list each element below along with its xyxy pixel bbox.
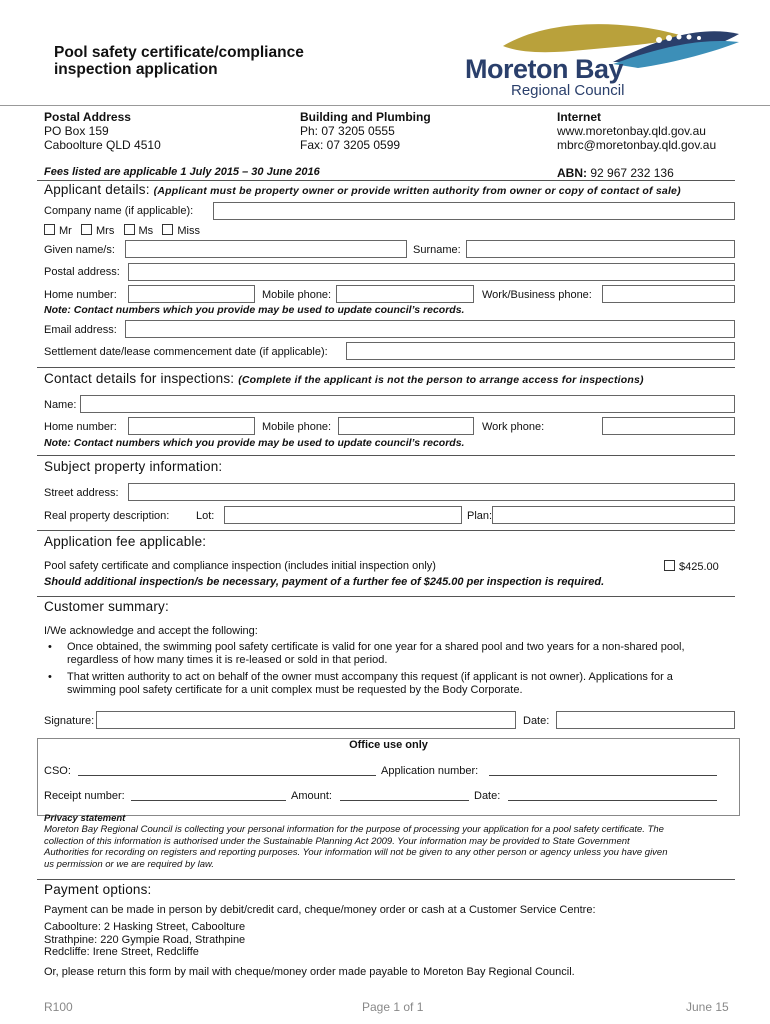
service-centre-redcliffe: Redcliffe: Irene Street, Redcliffe [44, 946, 199, 958]
section-divider [37, 455, 735, 456]
signature-date-input[interactable] [556, 711, 735, 729]
signature-date-label: Date: [523, 715, 550, 727]
payment-section-heading: Payment options: [44, 882, 152, 897]
privacy-statement: Moreton Bay Regional Council is collecting your personal information for the purpose of processing your application for a pool safety certificate. The collection of this information is authorised under the Sustainable Planning Act 2009. Your information may be provided to State Government Authorities for recording on registers and reporting purposes. Your information will not be given to any other person or agency unless you have given us permission or we are required by law. [44, 824, 668, 870]
given-name-input[interactable] [125, 240, 407, 258]
summary-bullet-1: Once obtained, the swimming pool safety certificate is valid for one year for a shared pool and two years for a non-shared pool, regardless of how many times it is re-leased or sold in that period. [67, 641, 685, 666]
website-link[interactable]: www.moretonbay.qld.gov.au [557, 124, 706, 138]
email-label: Email address: [44, 324, 117, 336]
company-name-input[interactable] [213, 202, 735, 220]
header-divider [0, 105, 770, 106]
inspection-work-input[interactable] [602, 417, 735, 435]
inspection-mobile-input[interactable] [338, 417, 474, 435]
lot-label: Lot: [196, 510, 215, 522]
title-ms-checkbox[interactable]: Ms [124, 225, 154, 237]
mobile-phone-label: Mobile phone: [262, 289, 332, 301]
form-code: R100 [44, 1000, 73, 1014]
amount-field[interactable] [340, 789, 469, 801]
building-plumbing-block: Building and Plumbing Ph: 07 3205 0555 Fax: 07 3205 0599 [300, 110, 431, 152]
form-title: Pool safety certificate/compliance inspection application [54, 44, 304, 78]
page-number: Page 1 of 1 [362, 1000, 424, 1014]
inspection-contact-note: Note: Contact numbers which you provide may be used to update council’s records. [44, 437, 465, 449]
settlement-date-input[interactable] [346, 342, 735, 360]
logo-wordmark: Moreton Bay [465, 54, 624, 84]
postal-address-label: Postal address: [44, 266, 120, 278]
payment-mail-note: Or, please return this form by mail with cheque/money order made payable to Moreton Bay Regional Council. [44, 966, 575, 978]
section-divider [37, 367, 735, 368]
inspection-section-heading: Contact details for inspections: (Complete if the applicant is not the person to arrange access for inspections) [44, 371, 644, 386]
signature-input[interactable] [96, 711, 516, 729]
email-link[interactable]: mbrc@moretonbay.qld.gov.au [557, 138, 717, 152]
privacy-heading: Privacy statement [44, 813, 126, 824]
application-number-label: Application number: [381, 765, 479, 777]
receipt-number-label: Receipt number: [44, 790, 125, 802]
abn: ABN: 92 967 232 136 [557, 166, 674, 180]
section-divider [37, 879, 735, 880]
plan-label: Plan: [467, 510, 493, 522]
work-phone-label: Work/Business phone: [482, 289, 592, 301]
receipt-number-field[interactable] [131, 789, 286, 801]
inspection-mobile-label: Mobile phone: [262, 421, 332, 433]
fees-note: Fees listed are applicable 1 July 2015 – 30 June 2016 [44, 166, 320, 178]
application-number-field[interactable] [489, 764, 717, 776]
home-number-input[interactable] [128, 285, 255, 303]
bullet-icon: • [48, 641, 52, 653]
fee-checkbox[interactable]: $425.00 [664, 560, 719, 573]
summary-bullet-2: That written authority to act on behalf of the owner must accompany this request (if applicant is not owner). Applications for a swimming pool safety certificate for a unit complex must be requested by the Body Corporate. [67, 671, 673, 696]
email-input[interactable] [125, 320, 735, 338]
title-mr-checkbox[interactable]: Mr [44, 225, 72, 237]
title-options [44, 224, 200, 237]
section-divider [37, 596, 735, 597]
additional-fee-note: Should additional inspection/s be necessary, payment of a further fee of $245.00 per inspection is required. [44, 576, 605, 588]
title-mrs-checkbox[interactable]: Mrs [81, 225, 114, 237]
moreton-bay-logo [463, 16, 743, 102]
summary-section-heading: Customer summary: [44, 599, 169, 614]
work-phone-input[interactable] [602, 285, 735, 303]
office-date-label: Date: [474, 790, 501, 802]
fee-item: Pool safety certificate and compliance inspection (includes initial inspection only) [44, 560, 436, 572]
postal-address-block: Postal Address PO Box 159 Caboolture QLD 4510 [44, 110, 161, 152]
home-number-label: Home number: [44, 289, 117, 301]
cso-field[interactable] [78, 764, 376, 776]
section-divider [37, 530, 735, 531]
postal-address-input[interactable] [128, 263, 735, 281]
section-divider [37, 180, 735, 181]
plan-input[interactable] [492, 506, 735, 524]
surname-input[interactable] [466, 240, 735, 258]
mobile-phone-input[interactable] [336, 285, 474, 303]
logo-subtitle: Regional Council [511, 82, 625, 99]
form-date: June 15 [686, 1000, 729, 1014]
company-name-label: Company name (if applicable): [44, 205, 194, 217]
service-centre-caboolture: Caboolture: 2 Hasking Street, Caboolture [44, 921, 246, 933]
payment-intro: Payment can be made in person by debit/credit card, cheque/money order or cash at a Customer Service Centre: [44, 904, 596, 916]
inspection-home-label: Home number: [44, 421, 117, 433]
office-use-heading: Office use only [349, 739, 428, 751]
inspection-name-input[interactable] [80, 395, 735, 413]
applicant-section-heading: Applicant details: (Applicant must be property owner or provide written authority from owner or copy of contact of sale) [44, 182, 681, 197]
signature-label: Signature: [44, 715, 95, 727]
inspection-work-label: Work phone: [482, 421, 545, 433]
street-address-label: Street address: [44, 487, 119, 499]
settlement-date-label: Settlement date/lease commencement date (if applicable): [44, 346, 328, 358]
inspection-name-label: Name: [44, 399, 77, 411]
amount-label: Amount: [291, 790, 332, 802]
title-miss-checkbox[interactable]: Miss [162, 225, 200, 237]
surname-label: Surname: [413, 244, 461, 256]
inspection-home-input[interactable] [128, 417, 255, 435]
cso-label: CSO: [44, 765, 71, 777]
summary-intro: I/We acknowledge and accept the following: [44, 625, 258, 637]
contact-note: Note: Contact numbers which you provide may be used to update council’s records. [44, 304, 465, 316]
street-address-input[interactable] [128, 483, 735, 501]
service-centres-list [44, 921, 245, 959]
office-date-field[interactable] [508, 789, 717, 801]
property-section-heading: Subject property information: [44, 459, 223, 474]
service-centre-strathpine: Strathpine: 220 Gympie Road, Strathpine [44, 933, 246, 946]
internet-block: Internet www.moretonbay.qld.gov.au mbrc@moretonbay.qld.gov.au [557, 110, 717, 152]
given-name-label: Given name/s: [44, 244, 115, 256]
lot-input[interactable] [224, 506, 462, 524]
fee-section-heading: Application fee applicable: [44, 534, 207, 549]
bullet-icon: • [48, 671, 52, 683]
real-property-label: Real property description: [44, 510, 170, 522]
